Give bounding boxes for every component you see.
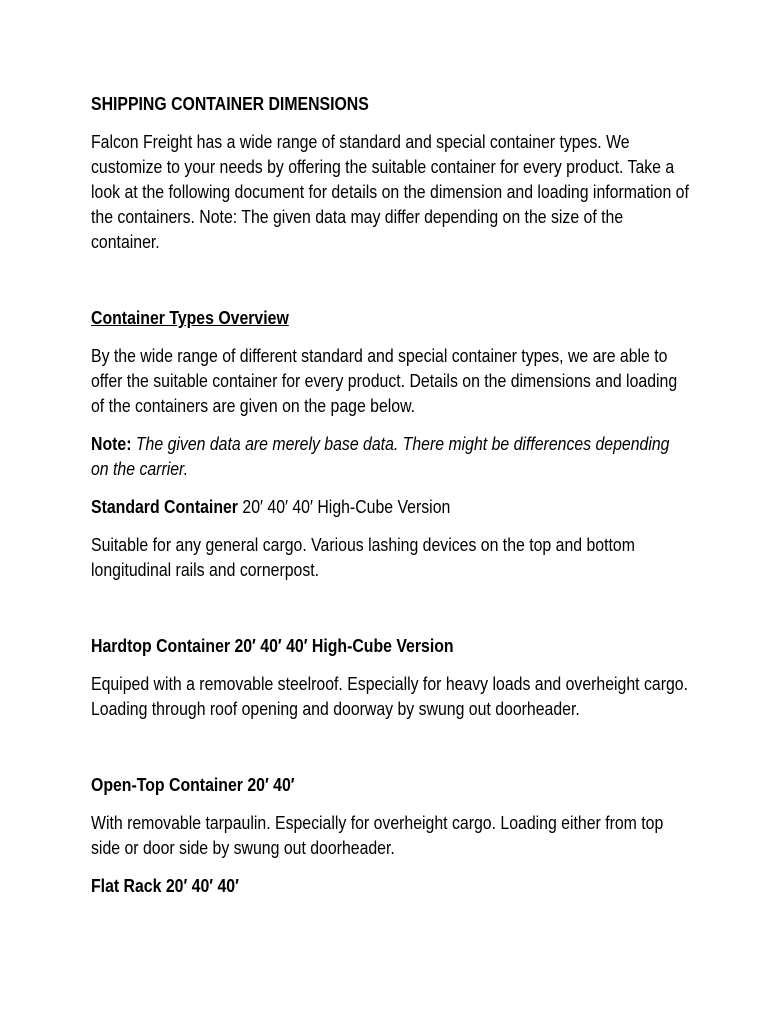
open-top-container-heading: Open-Top Container 20′ 40′ (91, 775, 295, 795)
hardtop-container-description: Equiped with a removable steelroof. Especially for heavy loads and overheight cargo. Loading through roof opening and doorway by swung out doorheader. (91, 674, 688, 719)
hardtop-container-heading: Hardtop Container 20′ 40′ 40′ High-Cube Version (91, 636, 454, 656)
flat-rack-heading: Flat Rack 20′ 40′ 40′ (91, 876, 239, 896)
overview-paragraph: By the wide range of different standard and special container types, we are able to offer the suitable container for every product. Details on the dimensions and loading of the containers are given on the page below. (91, 346, 678, 416)
intro-paragraph: Falcon Freight has a wide range of standard and special container types. We customize to your needs by offering the suitable container for every product. Take a look at the following document for details on the dimension and loading information of the containers. Note: The given data may differ depending on the size of the container. (91, 132, 689, 252)
standard-container-name: Standard Container (91, 497, 238, 517)
standard-container-heading (91, 495, 691, 520)
overview-heading: Container Types Overview (91, 308, 289, 328)
document-body (91, 92, 691, 912)
standard-container-description: Suitable for any general cargo. Various lashing devices on the top and bottom longitudinal rails and cornerpost. (91, 535, 635, 580)
note-label: Note: (91, 434, 132, 454)
note-paragraph (91, 432, 691, 482)
standard-container-variants: 20′ 40′ 40′ High-Cube Version (237, 497, 451, 517)
document-title: SHIPPING CONTAINER DIMENSIONS (91, 94, 369, 114)
note-text: The given data are merely base data. There might be differences depending on the carrier. (91, 434, 670, 479)
open-top-container-description: With removable tarpaulin. Especially for overheight cargo. Loading either from top side or door side by swung out doorheader. (91, 813, 664, 858)
